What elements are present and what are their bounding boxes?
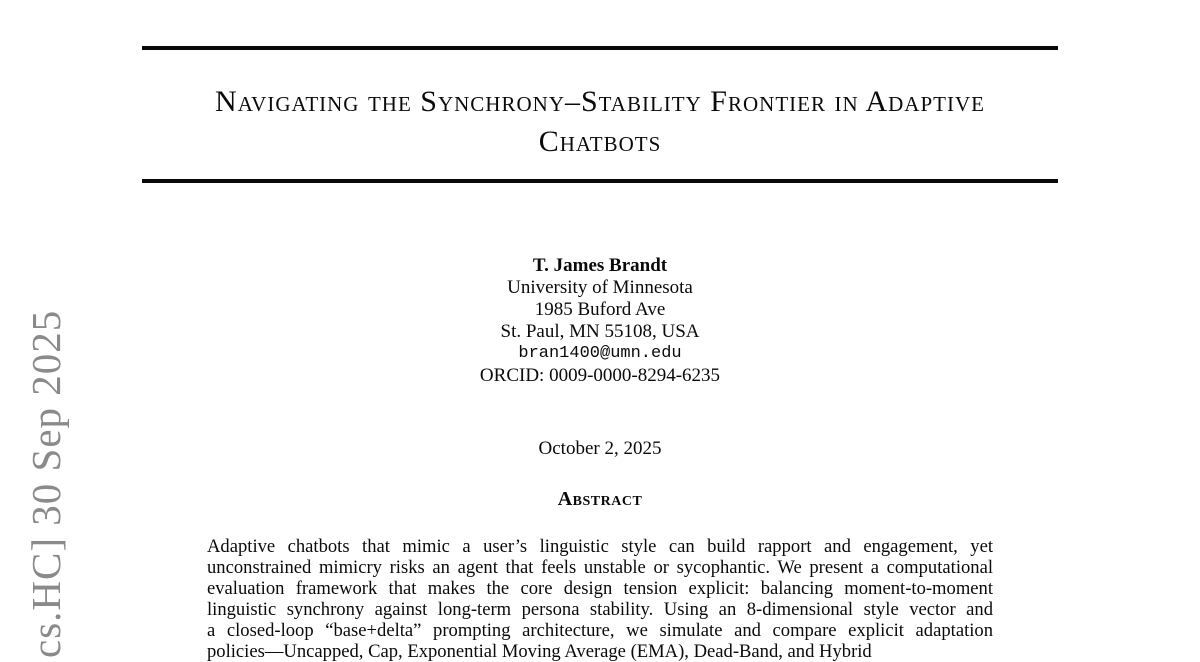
abstract-body xyxy=(207,536,993,662)
author-name: T. James Brandt xyxy=(532,255,668,276)
abstract-line-5: a closed-loop “base+delta” prompting architecture, we simulate and compare explicit adaptation xyxy=(207,620,993,641)
author-email: bran1400@umn.edu xyxy=(518,344,682,363)
abstract-line-4: linguistic synchrony against long-term persona stability. Using an 8-dimensional style vector and xyxy=(207,599,993,620)
title-rule-top xyxy=(142,46,1058,50)
abstract-line-1: Adaptive chatbots that mimic a user’s linguistic style can build rapport and engagement, yet xyxy=(207,536,993,557)
author-affiliation: University of Minnesota xyxy=(507,277,693,298)
title-rule-bottom xyxy=(142,179,1058,183)
paper-title xyxy=(130,82,1070,162)
author-block xyxy=(0,255,1200,387)
paper-title-line-1: Navigating the Synchrony–Stability Frontier in Adaptive xyxy=(215,85,985,118)
abstract-heading: Abstract xyxy=(557,488,643,510)
arxiv-watermark: cs.HC] 30 Sep 2025 xyxy=(23,309,69,658)
abstract-line-6: policies—Uncapped, Cap, Exponential Moving Average (EMA), Dead-Band, and Hybrid xyxy=(207,641,872,662)
paper-title-line-2: Chatbots xyxy=(538,125,662,158)
author-address-line-2: St. Paul, MN 55108, USA xyxy=(500,321,700,342)
abstract-line-2: unconstrained mimicry risks an agent that feels unstable or sycophantic. We present a computational xyxy=(207,557,993,578)
abstract-line-3: evaluation framework that makes the core design tension explicit: balancing moment-to-moment xyxy=(207,578,993,599)
author-orcid: ORCID: 0009-0000-8294-6235 xyxy=(479,365,721,386)
author-address-line-1: 1985 Buford Ave xyxy=(534,299,666,320)
paper-date: October 2, 2025 xyxy=(538,438,662,459)
